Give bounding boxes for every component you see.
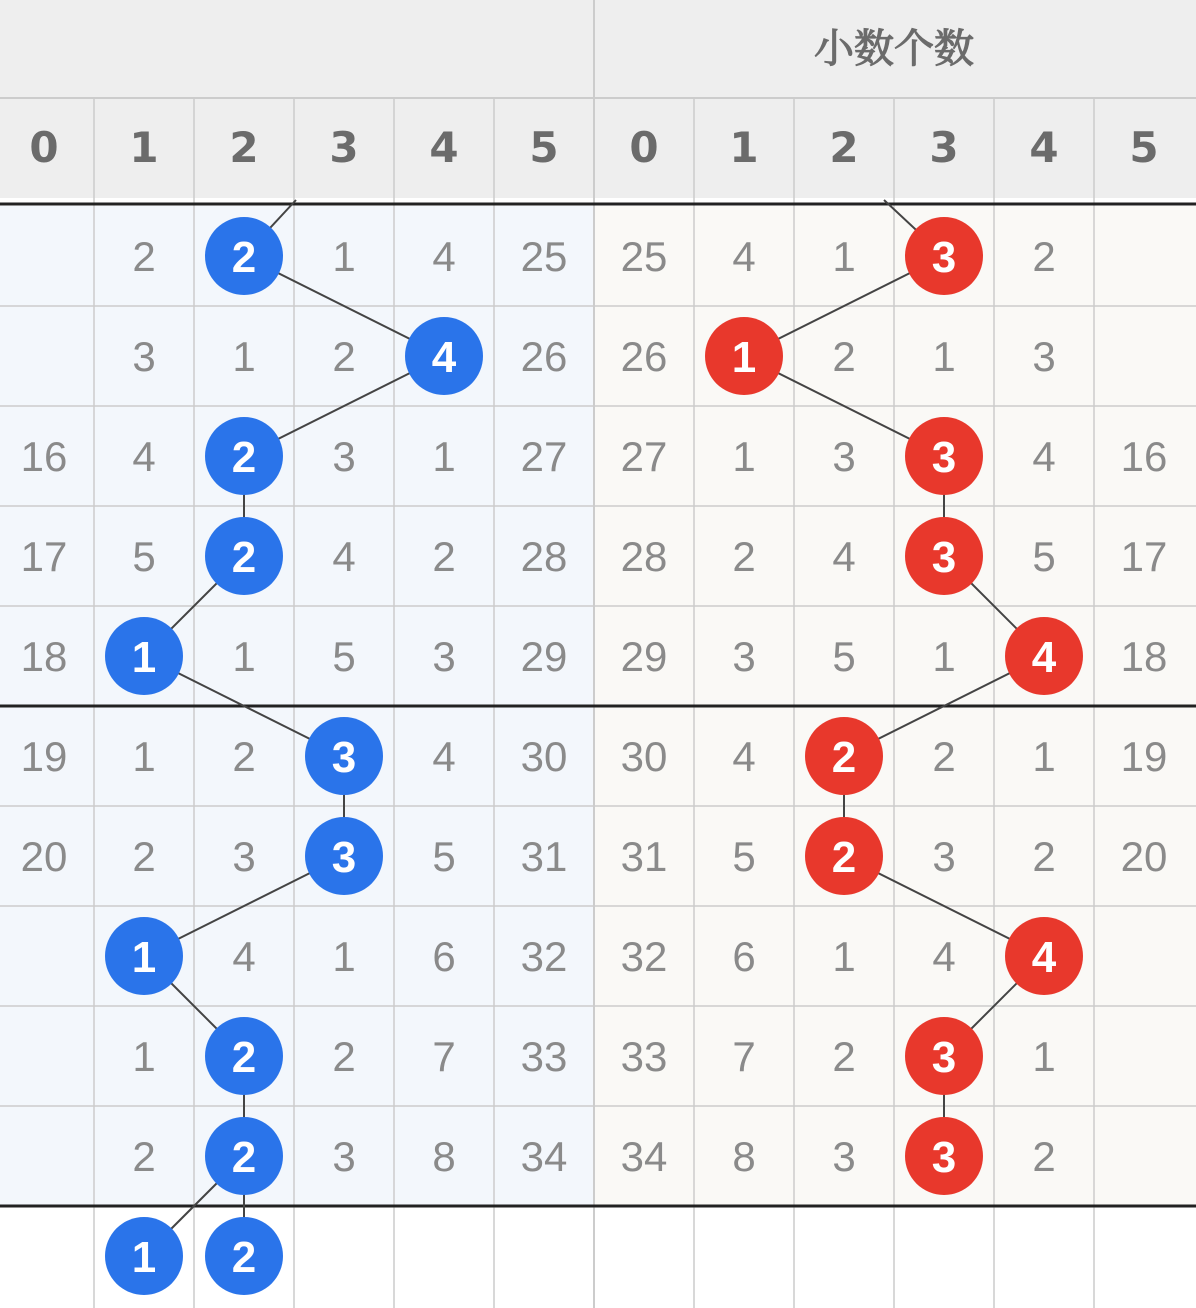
cell-value: 27 bbox=[520, 433, 568, 480]
cell-value: 2 bbox=[132, 1133, 156, 1180]
hit-ball-left-label: 2 bbox=[231, 1133, 257, 1182]
column-header-label: 1 bbox=[729, 123, 759, 172]
cell-value: 25 bbox=[520, 233, 568, 280]
cell-value: 3 bbox=[132, 333, 156, 380]
cell-value: 19 bbox=[1120, 733, 1168, 780]
cell-value: 1 bbox=[232, 633, 256, 680]
cell-value: 1 bbox=[332, 233, 356, 280]
cell-value: 16 bbox=[20, 433, 68, 480]
cell-value: 28 bbox=[620, 533, 668, 580]
cell-value: 2 bbox=[1032, 233, 1056, 280]
cell-value: 34 bbox=[520, 1133, 568, 1180]
hit-ball-right-label: 3 bbox=[931, 433, 957, 482]
hit-ball-left-label: 3 bbox=[331, 733, 357, 782]
cell-value: 4 bbox=[1032, 433, 1056, 480]
cell-value: 2 bbox=[1032, 833, 1056, 880]
cell-value: 33 bbox=[520, 1033, 568, 1080]
hit-ball-left-label: 1 bbox=[131, 633, 157, 682]
forecast-ball-label: 2 bbox=[231, 1233, 257, 1282]
cell-value: 4 bbox=[832, 533, 856, 580]
cell-value: 4 bbox=[232, 933, 256, 980]
hit-ball-left-label: 2 bbox=[231, 533, 257, 582]
column-header-label: 5 bbox=[1129, 123, 1159, 172]
column-header-label: 4 bbox=[429, 123, 459, 172]
cell-value: 5 bbox=[432, 833, 456, 880]
cell-value: 3 bbox=[432, 633, 456, 680]
cell-value: 1 bbox=[932, 633, 956, 680]
cell-value: 4 bbox=[732, 733, 756, 780]
hit-ball-right-label: 4 bbox=[1031, 933, 1057, 982]
cell-value: 1 bbox=[132, 1033, 156, 1080]
cell-value: 16 bbox=[1120, 433, 1168, 480]
cell-value: 8 bbox=[432, 1133, 456, 1180]
cell-value: 2 bbox=[832, 1033, 856, 1080]
cell-value: 30 bbox=[520, 733, 568, 780]
cell-value: 2 bbox=[732, 533, 756, 580]
hit-ball-right-label: 4 bbox=[1031, 633, 1057, 682]
cell-value: 1 bbox=[932, 333, 956, 380]
cell-value: 20 bbox=[1120, 833, 1168, 880]
hit-ball-right-label: 2 bbox=[831, 733, 857, 782]
cell-value: 3 bbox=[1032, 333, 1056, 380]
hit-ball-left-label: 1 bbox=[131, 933, 157, 982]
hit-ball-right-label: 3 bbox=[931, 533, 957, 582]
hit-ball-left-label: 4 bbox=[431, 333, 457, 382]
column-header-label: 4 bbox=[1029, 123, 1059, 172]
column-header-label: 1 bbox=[129, 123, 159, 172]
cell-value: 4 bbox=[432, 733, 456, 780]
cell-value: 5 bbox=[832, 633, 856, 680]
cell-value: 3 bbox=[332, 433, 356, 480]
hit-ball-left-label: 2 bbox=[231, 433, 257, 482]
column-header-label: 0 bbox=[29, 123, 59, 172]
cell-value: 4 bbox=[132, 433, 156, 480]
cell-value: 1 bbox=[432, 433, 456, 480]
cell-value: 5 bbox=[732, 833, 756, 880]
hit-ball-right-label: 2 bbox=[831, 833, 857, 882]
cell-value: 2 bbox=[232, 733, 256, 780]
cell-value: 29 bbox=[520, 633, 568, 680]
column-header-label: 2 bbox=[829, 123, 859, 172]
cell-value: 1 bbox=[832, 933, 856, 980]
cell-value: 8 bbox=[732, 1133, 756, 1180]
cell-value: 1 bbox=[132, 733, 156, 780]
cell-value: 2 bbox=[332, 333, 356, 380]
column-header-label: 3 bbox=[329, 123, 359, 172]
cell-value: 18 bbox=[1120, 633, 1168, 680]
cell-value: 19 bbox=[20, 733, 68, 780]
cell-value: 5 bbox=[1032, 533, 1056, 580]
hit-ball-right-label: 3 bbox=[931, 233, 957, 282]
cell-value: 3 bbox=[832, 1133, 856, 1180]
hit-ball-right-label: 3 bbox=[931, 1133, 957, 1182]
cell-value: 1 bbox=[332, 933, 356, 980]
cell-value: 5 bbox=[332, 633, 356, 680]
cell-value: 3 bbox=[932, 833, 956, 880]
cell-value: 27 bbox=[620, 433, 668, 480]
cell-value: 6 bbox=[732, 933, 756, 980]
cell-value: 3 bbox=[232, 833, 256, 880]
cell-value: 3 bbox=[732, 633, 756, 680]
hit-ball-left-label: 2 bbox=[231, 1033, 257, 1082]
cell-value: 1 bbox=[732, 433, 756, 480]
hit-ball-left-label: 2 bbox=[231, 233, 257, 282]
cell-value: 4 bbox=[432, 233, 456, 280]
cell-value: 3 bbox=[332, 1133, 356, 1180]
cell-value: 28 bbox=[520, 533, 568, 580]
forecast-ball-label: 1 bbox=[131, 1233, 157, 1282]
hit-ball-right-label: 1 bbox=[731, 333, 757, 382]
cell-value: 33 bbox=[620, 1033, 668, 1080]
column-header-label: 3 bbox=[929, 123, 959, 172]
cell-value: 30 bbox=[620, 733, 668, 780]
cell-value: 5 bbox=[132, 533, 156, 580]
cell-value: 26 bbox=[520, 333, 568, 380]
cell-value: 31 bbox=[620, 833, 668, 880]
cell-value: 2 bbox=[132, 233, 156, 280]
cell-value: 4 bbox=[932, 933, 956, 980]
cell-value: 32 bbox=[520, 933, 568, 980]
hit-ball-left-label: 3 bbox=[331, 833, 357, 882]
cell-value: 2 bbox=[832, 333, 856, 380]
cell-value: 6 bbox=[432, 933, 456, 980]
cell-value: 31 bbox=[520, 833, 568, 880]
cell-value: 32 bbox=[620, 933, 668, 980]
cell-value: 4 bbox=[332, 533, 356, 580]
cell-value: 20 bbox=[20, 833, 68, 880]
column-header-label: 0 bbox=[629, 123, 659, 172]
cell-value: 1 bbox=[832, 233, 856, 280]
cell-value: 4 bbox=[732, 233, 756, 280]
cell-value: 17 bbox=[20, 533, 68, 580]
cell-value: 2 bbox=[132, 833, 156, 880]
cell-value: 2 bbox=[332, 1033, 356, 1080]
cell-value: 34 bbox=[620, 1133, 668, 1180]
column-header-label: 5 bbox=[529, 123, 559, 172]
cell-value: 17 bbox=[1120, 533, 1168, 580]
cell-value: 26 bbox=[620, 333, 668, 380]
cell-value: 1 bbox=[232, 333, 256, 380]
hit-ball-right-label: 3 bbox=[931, 1033, 957, 1082]
cell-value: 1 bbox=[1032, 1033, 1056, 1080]
cell-value: 25 bbox=[620, 233, 668, 280]
cell-value: 3 bbox=[832, 433, 856, 480]
cell-value: 7 bbox=[732, 1033, 756, 1080]
cell-value: 1 bbox=[1032, 733, 1056, 780]
cell-value: 7 bbox=[432, 1033, 456, 1080]
cell-value: 2 bbox=[1032, 1133, 1056, 1180]
cell-value: 2 bbox=[432, 533, 456, 580]
group-title-right: 小数个数 bbox=[814, 26, 974, 72]
cell-value: 2 bbox=[932, 733, 956, 780]
cell-value: 18 bbox=[20, 633, 68, 680]
cell-value: 29 bbox=[620, 633, 668, 680]
column-header-label: 2 bbox=[229, 123, 259, 172]
